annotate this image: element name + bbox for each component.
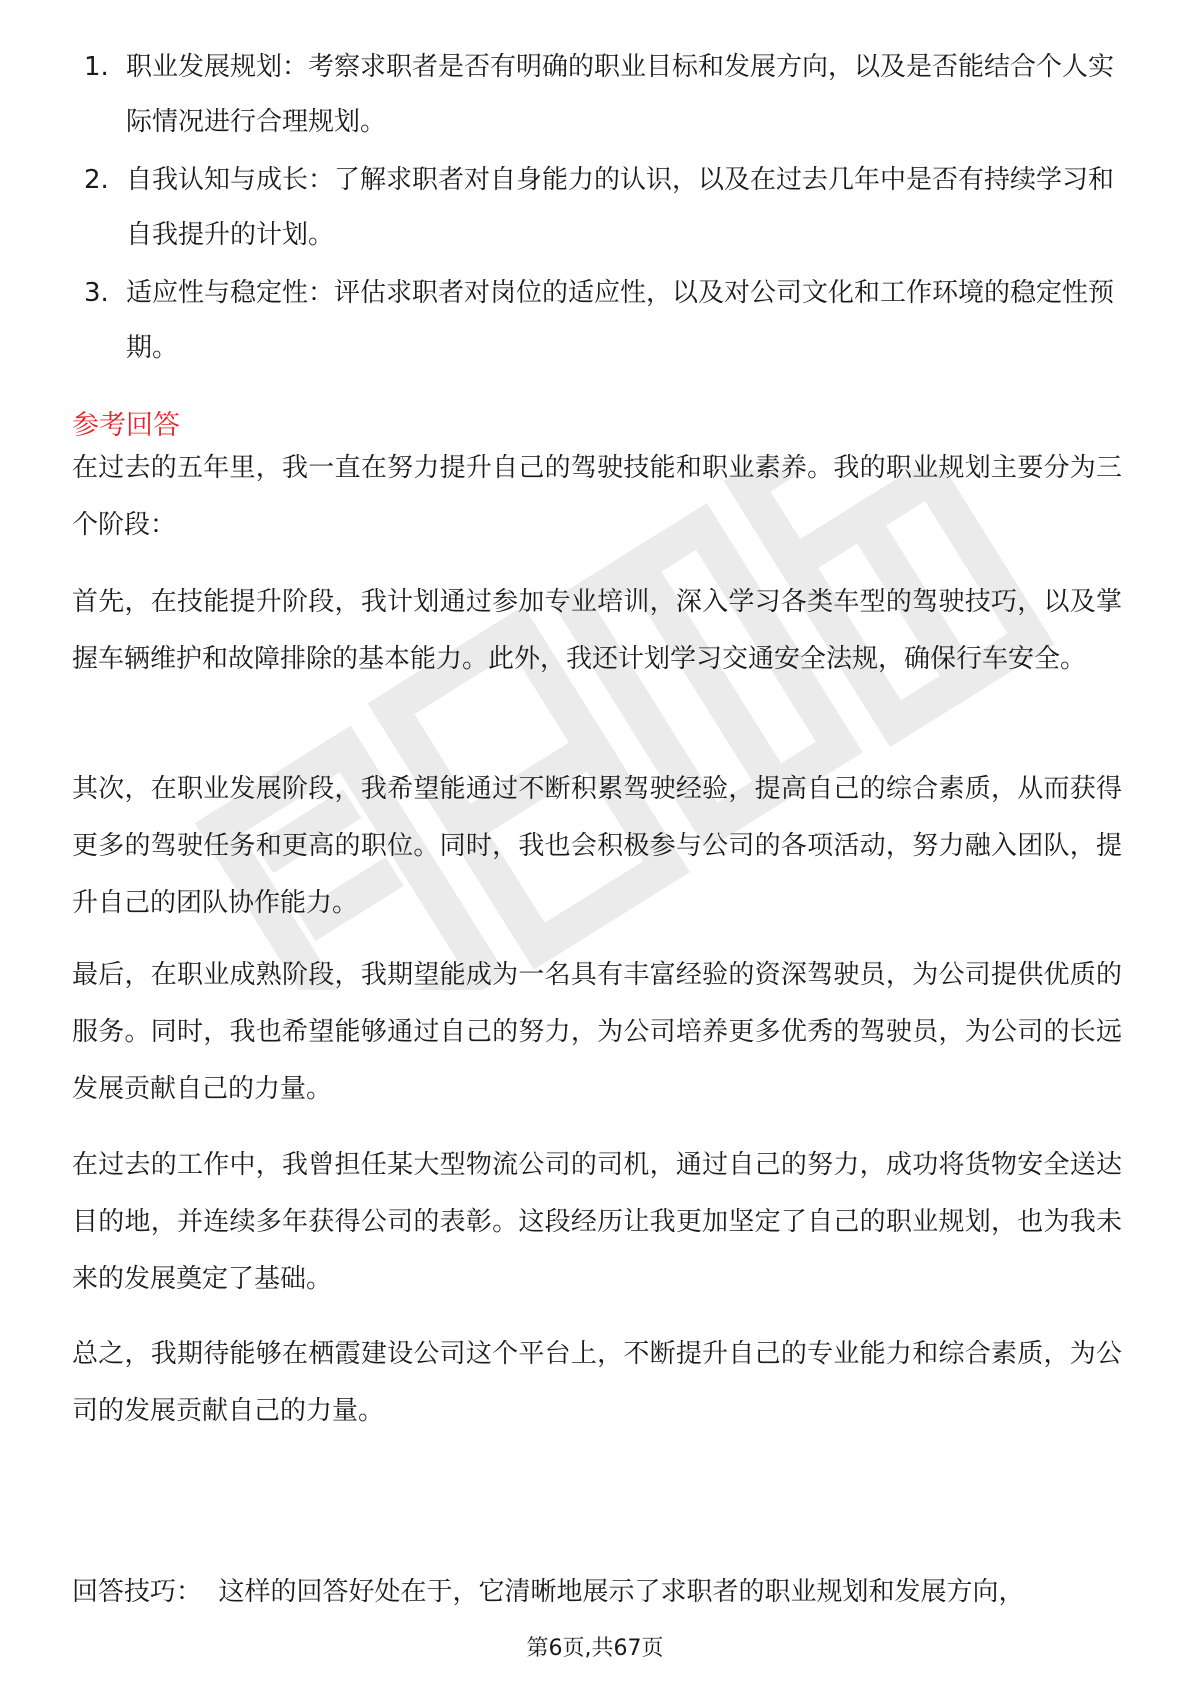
list-item-number: 2. [84,165,109,195]
tips-text: 这样的回答好处在于，它清晰地展示了求职者的职业规划和发展方向， [218,1577,1025,1607]
list-item-text: 职业发展规划：考察求职者是否有明确的职业目标和发展方向，以及是否能结合个人实际情况进行合理规划。 [126,52,1115,137]
tips-label: 回答技巧： [72,1577,203,1607]
answer-paragraph: 其次，在职业发展阶段，我希望能通过不断积累驾驶经验，提高自己的综合素质，从而获得更多的驾驶任务和更高的职位。同时，我也会积极参与公司的各项活动，努力融入团队，提升自己的团队协作能力。 [72,774,1122,918]
answer-paragraph: 在过去的五年里，我一直在努力提升自己的驾驶技能和职业素养。我的职业规划主要分为三个阶段： [72,453,1122,540]
list-item-number: 1. [84,52,109,82]
answer-tips [72,1564,1132,1621]
evaluation-criteria-list [84,40,1124,379]
answer-paragraph: 在过去的工作中，我曾担任某大型物流公司的司机，通过自己的努力，成功将货物安全送达目的地，并连续多年获得公司的表彰。这段经历让我更加坚定了自己的职业规划，也为我未来的发展奠定了基础。 [72,1150,1122,1294]
page-indicator: 第6页,共67页 [526,1636,664,1661]
answer-paragraph: 总之，我期待能够在栖霞建设公司这个平台上，不断提升自己的专业能力和综合素质，为公司的发展贡献自己的力量。 [72,1339,1122,1426]
list-item-number: 3. [84,278,109,308]
list-item-text: 自我认知与成长：了解求职者对自身能力的认识，以及在过去几年中是否有持续学习和自我提升的计划。 [126,165,1115,250]
answer-paragraph: 最后，在职业成熟阶段，我期望能成为一名具有丰富经验的资深驾驶员，为公司提供优质的服务。同时，我也希望能够通过自己的努力，为公司培养更多优秀的驾驶员，为公司的长远发展贡献自己的力量。 [72,960,1122,1104]
list-item [84,266,1124,376]
answer-heading: 参考回答 [72,410,180,441]
list-item [84,40,1124,150]
list-item [84,153,1124,263]
page-footer [0,1632,1190,1666]
answer-paragraph: 首先，在技能提升阶段，我计划通过参加专业培训，深入学习各类车型的驾驶技巧，以及掌握车辆维护和故障排除的基本能力。此外，我还计划学习交通安全法规，确保行车安全。 [72,587,1122,674]
list-item-text: 适应性与稳定性：评估求职者对岗位的适应性，以及对公司文化和工作环境的稳定性预期。 [126,278,1115,363]
